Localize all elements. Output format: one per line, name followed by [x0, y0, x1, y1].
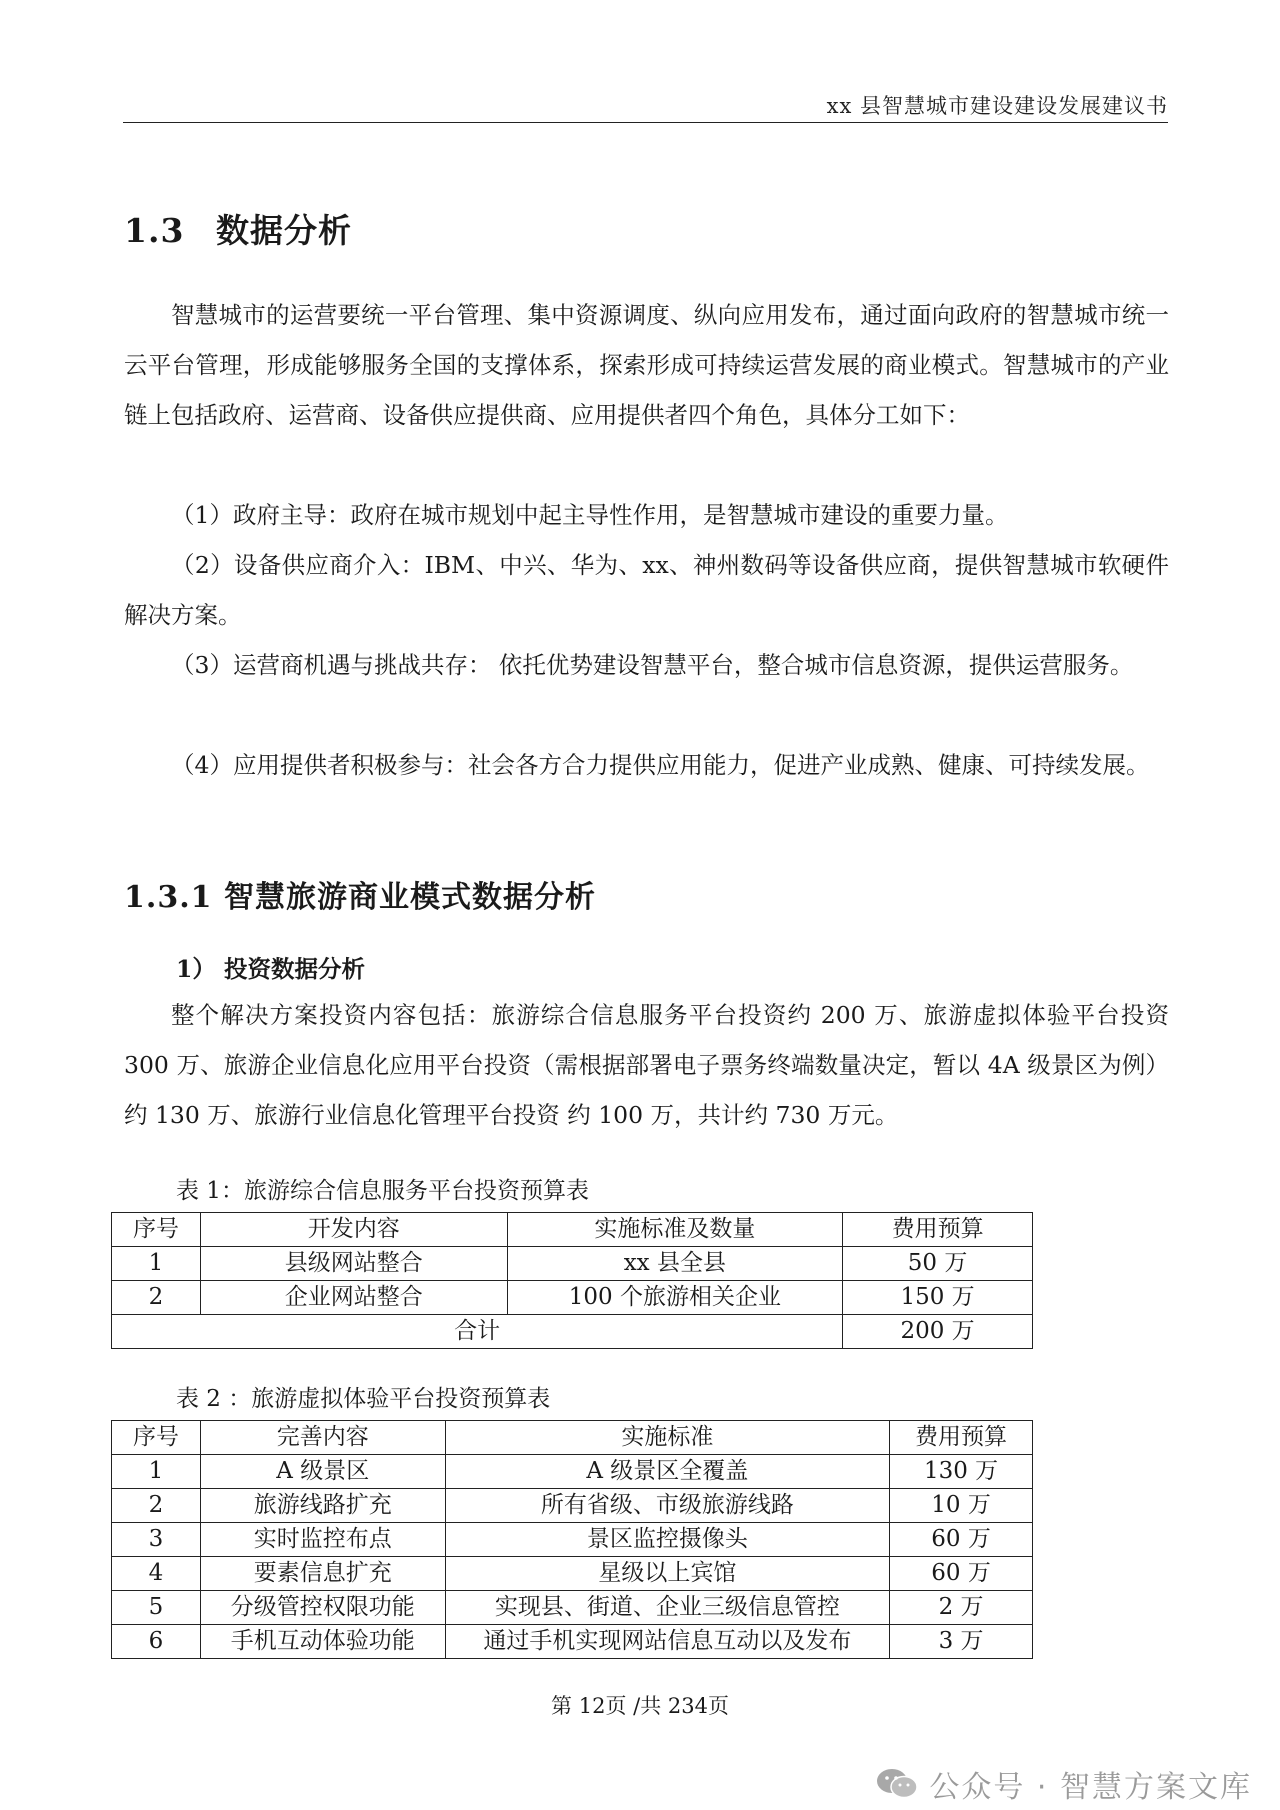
document-header-title: xx 县智慧城市建设建设发展建议书 — [826, 94, 1168, 118]
table-cell: xx 县全县 — [507, 1247, 843, 1281]
table-cell: 3 — [112, 1523, 201, 1557]
table-cell: 150 万 — [843, 1281, 1033, 1315]
table-cell: 2 — [112, 1489, 201, 1523]
table-cell: 旅游线路扩充 — [200, 1489, 445, 1523]
intro-paragraph: 智慧城市的运营要统一平台管理、集中资源调度、纵向应用发布，通过面向政府的智慧城市统一云平台管理，形成能够服务全国的支撑体系，探索形成可持续运营发展的商业模式。智慧城市的产业链上包括政府、运营商、设备供应提供商、应用提供者四个角色，具体分工如下： — [124, 301, 1169, 429]
table-cell: 6 — [112, 1625, 201, 1659]
section-number: 1.3 — [124, 211, 185, 250]
investment-paragraph: 整个解决方案投资内容包括：旅游综合信息服务平台投资约 200 万、旅游虚拟体验平台投资 300 万、旅游企业信息化应用平台投资（需根据部署电子票务终端数量决定，暂以 4A 级景区为例）约 130 万、旅游行业信息化管理平台投资 约 100 万，共计约 730 万元。 — [124, 1001, 1169, 1129]
total-label: 合计 — [112, 1315, 843, 1349]
table1-header-cell: 实施标准及数量 — [507, 1213, 843, 1247]
table-cell: 2 万 — [890, 1591, 1033, 1625]
paragraph-government: （1）政府主导：政府在城市规划中起主导性作用，是智慧城市建设的重要力量。 — [171, 501, 1009, 529]
table-row — [112, 1523, 1033, 1557]
subsection-heading: 1.3.1 智慧旅游商业模式数据分析 — [124, 880, 596, 915]
section-title: 数据分析 — [216, 211, 352, 250]
table1-header-cell: 费用预算 — [843, 1213, 1033, 1247]
table1-header-cell: 序号 — [112, 1213, 201, 1247]
table2 — [111, 1420, 1033, 1659]
table-cell: 2 — [112, 1281, 201, 1315]
header-divider — [123, 122, 1168, 123]
table1 — [111, 1212, 1033, 1349]
table-cell: 要素信息扩充 — [200, 1557, 445, 1591]
table1-header-row — [112, 1213, 1033, 1247]
table-cell: 1 — [112, 1455, 201, 1489]
table-cell: 所有省级、市级旅游线路 — [445, 1489, 889, 1523]
table-cell: 5 — [112, 1591, 201, 1625]
wechat-icon — [875, 1767, 919, 1801]
table-cell: 130 万 — [890, 1455, 1033, 1489]
table-cell: 星级以上宾馆 — [445, 1557, 889, 1591]
page-footer: 第 12页 /共 234页 — [551, 1694, 729, 1718]
table-cell: 60 万 — [890, 1523, 1033, 1557]
table-row — [112, 1557, 1033, 1591]
table-cell: 100 个旅游相关企业 — [507, 1281, 843, 1315]
table-cell: 10 万 — [890, 1489, 1033, 1523]
section-heading — [124, 205, 352, 252]
table2-header-cell: 费用预算 — [890, 1421, 1033, 1455]
table-cell: 4 — [112, 1557, 201, 1591]
table-cell: 县级网站整合 — [200, 1247, 507, 1281]
table-row — [112, 1455, 1033, 1489]
table-row — [112, 1247, 1033, 1281]
table1-header-cell: 开发内容 — [200, 1213, 507, 1247]
table2-caption: 表 2 ：旅游虚拟体验平台投资预算表 — [176, 1386, 551, 1412]
paragraph-operators: （3）运营商机遇与挑战共存： 依托优势建设智慧平台，整合城市信息资源，提供运营服务。 — [171, 651, 1134, 679]
table-cell: 分级管控权限功能 — [200, 1591, 445, 1625]
table-cell: A 级景区全覆盖 — [445, 1455, 889, 1489]
table-cell: A 级景区 — [200, 1455, 445, 1489]
table1-caption: 表 1：旅游综合信息服务平台投资预算表 — [176, 1178, 589, 1204]
watermark — [875, 1762, 1252, 1806]
table-cell: 景区监控摄像头 — [445, 1523, 889, 1557]
table-row — [112, 1281, 1033, 1315]
table2-header-cell: 序号 — [112, 1421, 201, 1455]
table-cell: 企业网站整合 — [200, 1281, 507, 1315]
total-value: 200 万 — [843, 1315, 1033, 1349]
table-cell: 实现县、街道、企业三级信息管控 — [445, 1591, 889, 1625]
table-cell: 1 — [112, 1247, 201, 1281]
subsubsection-heading: 1） 投资数据分析 — [176, 955, 366, 983]
table-cell: 3 万 — [890, 1625, 1033, 1659]
table-cell: 50 万 — [843, 1247, 1033, 1281]
paragraph-application-providers: （4）应用提供者积极参与：社会各方合力提供应用能力，促进产业成熟、健康、可持续发展。 — [171, 751, 1150, 779]
table2-header-row — [112, 1421, 1033, 1455]
table-row — [112, 1591, 1033, 1625]
table-row — [112, 1489, 1033, 1523]
table2-header-cell: 完善内容 — [200, 1421, 445, 1455]
paragraph-equipment-suppliers: （2）设备供应商介入：IBM、中兴、华为、xx、神州数码等设备供应商，提供智慧城市软硬件解决方案。 — [124, 551, 1169, 629]
table-row — [112, 1625, 1033, 1659]
table-cell: 手机互动体验功能 — [200, 1625, 445, 1659]
table-cell: 60 万 — [890, 1557, 1033, 1591]
table2-header-cell: 实施标准 — [445, 1421, 889, 1455]
table-cell: 实时监控布点 — [200, 1523, 445, 1557]
table1-total-row — [112, 1315, 1033, 1349]
watermark-text: 公众号 · 智慧方案文库 — [929, 1770, 1252, 1805]
table-cell: 通过手机实现网站信息互动以及发布 — [445, 1625, 889, 1659]
